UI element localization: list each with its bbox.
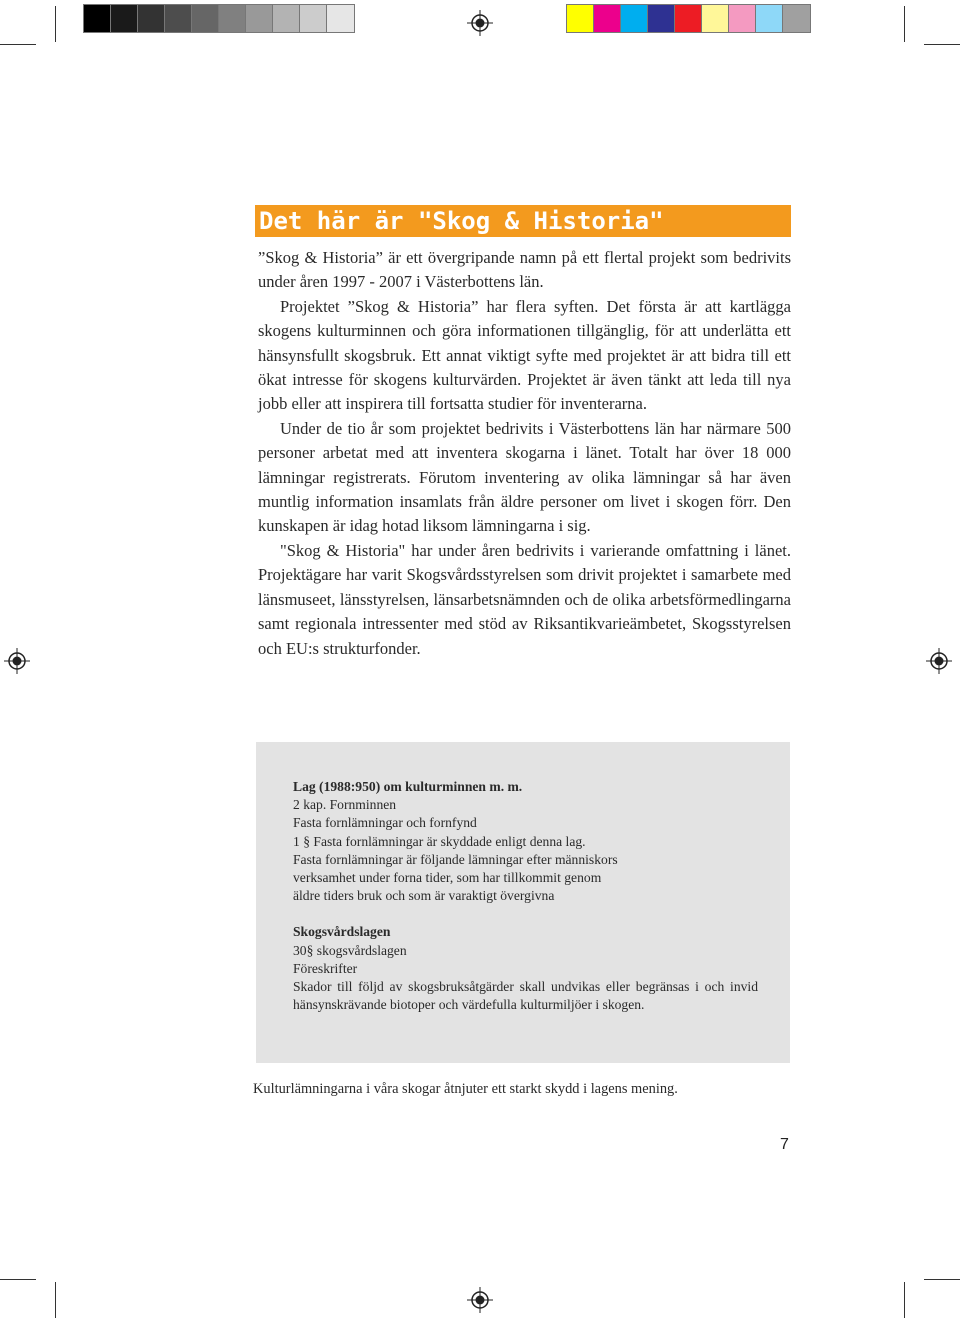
law-line: 1 § Fasta fornlämningar är skyddade enligt denna lag. xyxy=(293,833,586,849)
section-title-bar xyxy=(255,205,791,237)
crop-mark xyxy=(924,44,960,45)
color-swatch xyxy=(783,5,810,32)
spacer xyxy=(293,905,758,923)
color-swatch xyxy=(621,5,648,32)
crop-mark xyxy=(904,6,905,42)
page-number: 7 xyxy=(780,1136,789,1153)
crop-mark xyxy=(55,1282,56,1318)
law-line: Fasta fornlämningar är följande lämningar efter människors xyxy=(293,851,618,867)
law-line: Fasta fornlämningar och fornfynd xyxy=(293,815,477,831)
color-swatch xyxy=(675,5,702,32)
registration-mark-icon xyxy=(926,648,952,674)
process-color-bar xyxy=(566,4,811,33)
color-swatch xyxy=(192,5,219,32)
color-swatch xyxy=(111,5,138,32)
crop-mark xyxy=(924,1279,960,1280)
color-swatch xyxy=(300,5,327,32)
grayscale-color-bar xyxy=(83,4,355,33)
paragraph: ”Skog & Historia” är ett övergripande namn på ett flertal projekt som bedrivits under åren 1997 - 2007 i Västerbottens län. xyxy=(258,248,791,292)
paragraph: Under de tio år som projektet bedrivits i Västerbottens län har närmare 500 personer arbetat med att inventera skogarna i länet. Totalt har över 18 000 lämningar registrerats. Förutom inventering av olika lämningar så har även muntlig information insamlats från äldre personer om livet i skogen förr. Den kunskapen är idag hotad liksom lämningarna i sig. xyxy=(258,418,791,536)
law-line: 2 kap. Fornminnen xyxy=(293,797,397,813)
caption: Kulturlämningarna i våra skogar åtnjuter ett starkt skydd i lagens mening. xyxy=(253,1081,678,1097)
paragraph: "Skog & Historia" har under åren bedrivits i varierande omfattning i länet. Projektägare har varit Skogsvårdsstyrelsen som drivit projektet i samarbete med länsmuseet, länsstyrelsen, länsarbetsnämnden och de olika arbetsförmedlingarna samt regionala intressenter med stöd av Riksantikvarieämbetet, Skogsstyrelsen och EU:s strukturfonder. xyxy=(258,540,791,658)
law-heading: Lag (1988:950) om kulturminnen m. m. xyxy=(293,779,523,794)
law-line: 30§ skogsvårdslagen xyxy=(293,942,407,958)
law-excerpt-content xyxy=(293,778,758,1014)
color-swatch xyxy=(84,5,111,32)
section-title: Det här är "Skog & Historia" xyxy=(259,207,664,235)
law-line: Skador till följd av skogsbruksåtgärder skall undvikas eller begränsas i och invid hänsynskrävande biotoper och värdefulla kulturmiljöer i skogen. xyxy=(293,979,758,1013)
law-excerpt-box xyxy=(256,742,790,1063)
color-swatch xyxy=(219,5,246,32)
color-swatch xyxy=(327,5,354,32)
color-swatch xyxy=(702,5,729,32)
law-line: äldre tiders bruk och som är varaktigt övergivna xyxy=(293,888,555,904)
registration-mark-icon xyxy=(467,1287,493,1313)
color-swatch xyxy=(567,5,594,32)
color-swatch xyxy=(594,5,621,32)
registration-mark-icon xyxy=(467,10,493,36)
law-line: Föreskrifter xyxy=(293,960,358,976)
color-swatch xyxy=(273,5,300,32)
body-text xyxy=(258,246,791,661)
paragraph: Projektet ”Skog & Historia” har flera syften. Det första är att kartlägga skogens kulturminnen och göra informationen tillgänglig, för att underlätta ett hänsynsfullt skogsbruk. Ett annat viktigt syfte med projektet är att bidra till ett ökat intresse för skogens kulturvärden. Projektet är även tänkt att leda till nya jobb eller att inspirera till fortsatta studier för inventerarna. xyxy=(258,296,791,414)
crop-mark xyxy=(55,6,56,42)
law-heading: Skogsvårdslagen xyxy=(293,924,391,940)
law-line: verksamhet under forna tider, som har tillkommit genom xyxy=(293,870,602,886)
crop-mark xyxy=(0,44,36,45)
crop-mark xyxy=(904,1282,905,1318)
color-swatch xyxy=(729,5,756,32)
color-swatch xyxy=(165,5,192,32)
registration-mark-icon xyxy=(4,648,30,674)
color-swatch xyxy=(246,5,273,32)
color-swatch xyxy=(648,5,675,32)
color-swatch xyxy=(138,5,165,32)
color-swatch xyxy=(756,5,783,32)
crop-mark xyxy=(0,1279,36,1280)
